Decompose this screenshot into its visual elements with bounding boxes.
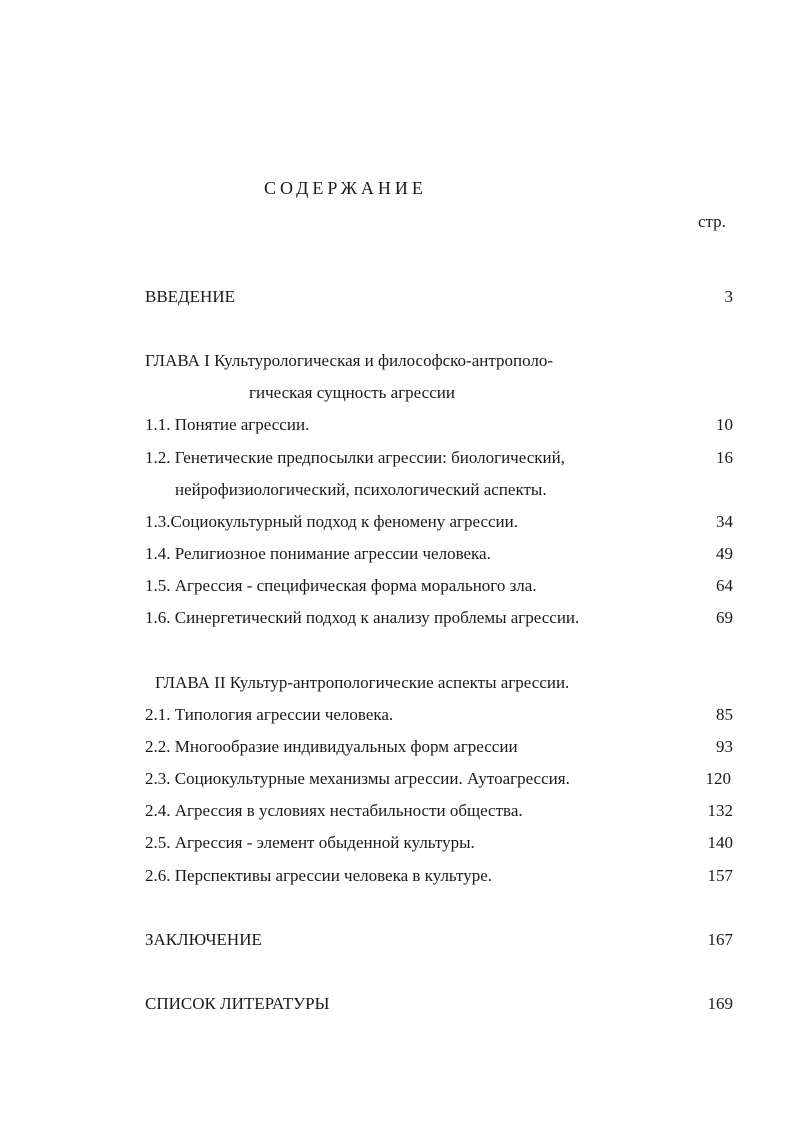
toc-entry-bibliography: СПИСОК ЛИТЕРАТУРЫ <box>145 994 330 1013</box>
toc-entry-cont: нейрофизиологический, психологический аспекты. <box>175 480 547 499</box>
toc-entry: 2.1. Типология агрессии человека. <box>145 705 394 724</box>
toc-page-number: 157 <box>707 866 733 885</box>
toc-entry: 1.2. Генетические предпосылки агрессии: биологический, <box>145 448 565 467</box>
toc-entry: 1.4. Религиозное понимание агрессии человека. <box>145 544 491 563</box>
toc-page-number: 16 <box>716 448 733 467</box>
toc-page-conclusion: 167 <box>707 930 733 949</box>
toc-page-number: 10 <box>716 415 733 434</box>
toc-page-intro: 3 <box>724 287 733 306</box>
toc-entry-intro: ВВЕДЕНИЕ <box>145 287 235 306</box>
toc-page-number: 64 <box>716 576 733 595</box>
toc-heading: СОДЕРЖАНИЕ <box>264 178 427 198</box>
toc-page-number: 132 <box>707 801 733 820</box>
toc-page-number: 140 <box>707 833 733 852</box>
toc-entry: 2.3. Социокультурные механизмы агрессии. Аутоагрессия. <box>145 769 570 788</box>
toc-page-number: 69 <box>716 608 733 627</box>
toc-entry: 2.2. Многообразие индивидуальных форм агрессии <box>145 737 518 756</box>
toc-entry: 2.4. Агрессия в условиях нестабильности общества. <box>145 801 523 820</box>
toc-entry: 1.3.Социокультурный подход к феномену агрессии. <box>145 512 519 531</box>
toc-page-number: 49 <box>716 544 733 563</box>
toc-page-number: 120 <box>705 769 731 788</box>
chapter1-title: ГЛАВА I Культурологическая и философско-антрополо- <box>145 351 554 370</box>
page-column-label: стр. <box>698 212 726 231</box>
toc-entry-conclusion: ЗАКЛЮЧЕНИЕ <box>145 930 262 949</box>
toc-page-number: 93 <box>716 737 733 756</box>
toc-page-number: 34 <box>716 512 733 531</box>
toc-entry: 2.6. Перспективы агрессии человека в культуре. <box>145 866 493 885</box>
toc-entry: 1.1. Понятие агрессии. <box>145 415 310 434</box>
toc-entry: 2.5. Агрессия - элемент обыденной культуры. <box>145 833 475 852</box>
toc-entry: 1.5. Агрессия - специфическая форма морального зла. <box>145 576 537 595</box>
toc-entry: 1.6. Синергетический подход к анализу проблемы агрессии. <box>145 608 580 627</box>
chapter1-title-cont: гическая сущность агрессии <box>249 383 455 402</box>
toc-page-number: 85 <box>716 705 733 724</box>
toc-page-bibliography: 169 <box>707 994 733 1013</box>
chapter2-title: ГЛАВА II Культур-антропологические аспекты агрессии. <box>155 673 570 692</box>
